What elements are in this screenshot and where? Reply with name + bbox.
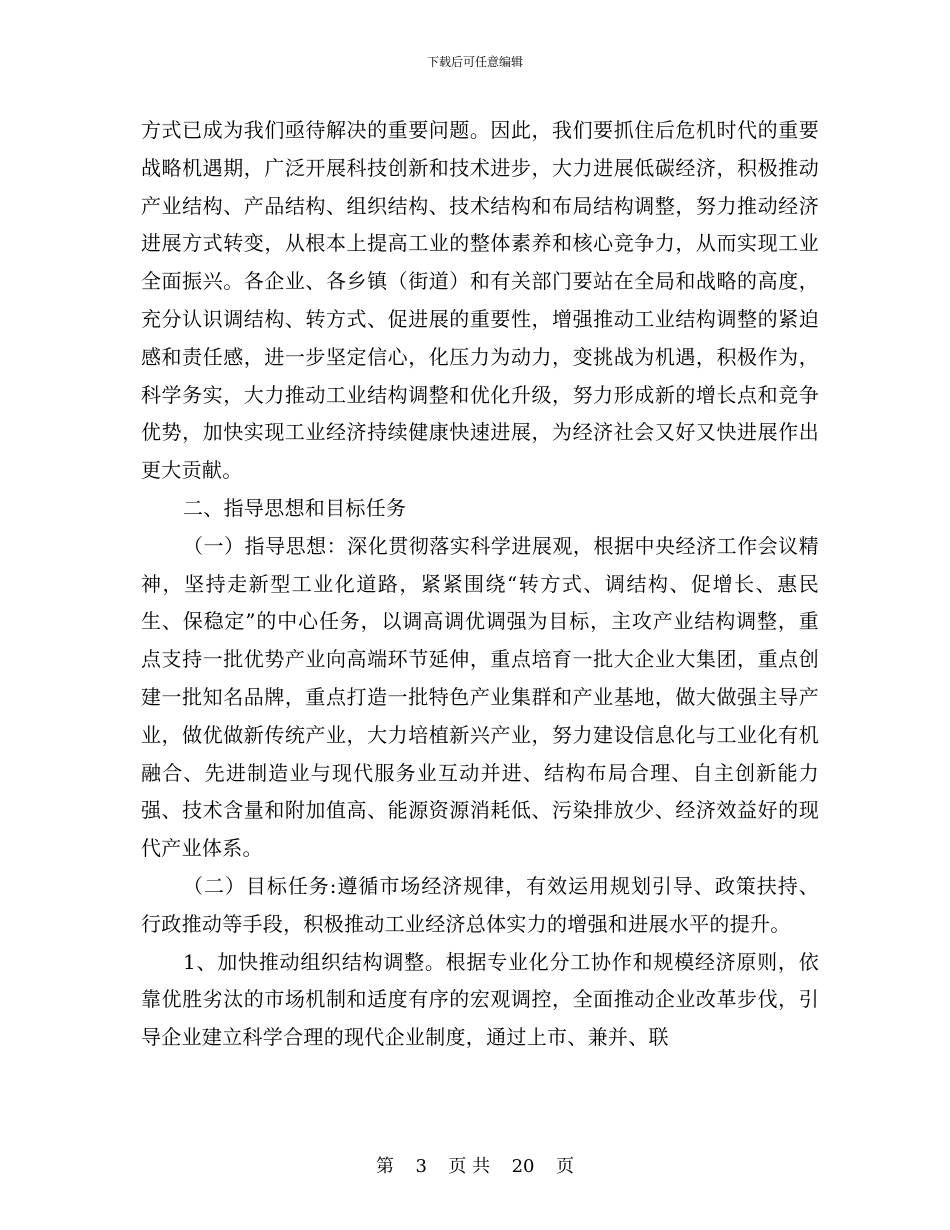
page-header [0,54,950,70]
footer-total-pages: 20 [511,1156,535,1177]
paragraph-guiding-ideology: （一）指导思想：深化贯彻落实科学进展观，根据中央经济工作会议精神，坚持走新型工业化道路，紧紧围绕“转方式、调结构、促增长、惠民生、保稳定”的中心任务，以调高调优调强为目标，主攻产业结构调整，重点支持一批优势产业向高端环节延伸，重点培育一批大企业大集团，重点创建一批知名品牌，重点打造一批特色产业集群和产业基地，做大做强主导产业，做优做新传统产业，大力培植新兴产业，努力建设信息化与工业化有机融合、先进制造业与现代服务业互动并进、结构布局合理、自主创新能力强、技术含量和附加值高、能源资源消耗低、污染排放少、经济效益好的现代产业体系。 [141,533,819,861]
footer-suffix: 页 [555,1156,574,1177]
page-footer [0,1155,950,1179]
paragraph-continued: 方式已成为我们亟待解决的重要问题。因此，我们要抓住后危机时代的重要战略机遇期，广泛开展科技创新和技术进步，大力进展低碳经济，积极推动产业结构、产品结构、组织结构、技术结构和布局结构调整，努力推动经济进展方式转变，从根本上提高工业的整体素养和核心竞争力，从而实现工业全面振兴。各企业、各乡镇（街道）和有关部门要站在全局和战略的高度，充分认识调结构、转方式、促进展的重要性，增强推动工业结构调整的紧迫感和责任感，进一步坚定信心，化压力为动力，变挑战为机遇，积极作为，科学务实，大力推动工业结构调整和优化升级，努力形成新的增长点和竞争优势，加快实现工业经济持续健康快速进展，为经济社会又好又快进展作出更大贡献。 [141,118,819,483]
footer-current-page: 3 [415,1156,427,1177]
paragraph-organization-structure: 1、加快推动组织结构调整。根据专业化分工协作和规模经济原则，依靠优胜劣汰的市场机制和适度有序的宏观调控，全面推动企业改革步伐，引导企业建立科学合理的现代企业制度，通过上市、兼并、联 [141,949,819,1050]
section-heading: 二、指导思想和目标任务 [183,495,407,520]
header-text: 下载后可任意编辑 [426,55,523,69]
footer-prefix: 第 [376,1156,395,1177]
footer-middle: 页 共 [448,1156,491,1177]
document-body [141,112,819,1057]
paragraph-target-tasks: （二）目标任务:遵循市场经济规律，有效运用规划引导、政策扶持、行政推动等手段，积极推动工业经济总体实力的增强和进展水平的提升。 [141,873,819,936]
